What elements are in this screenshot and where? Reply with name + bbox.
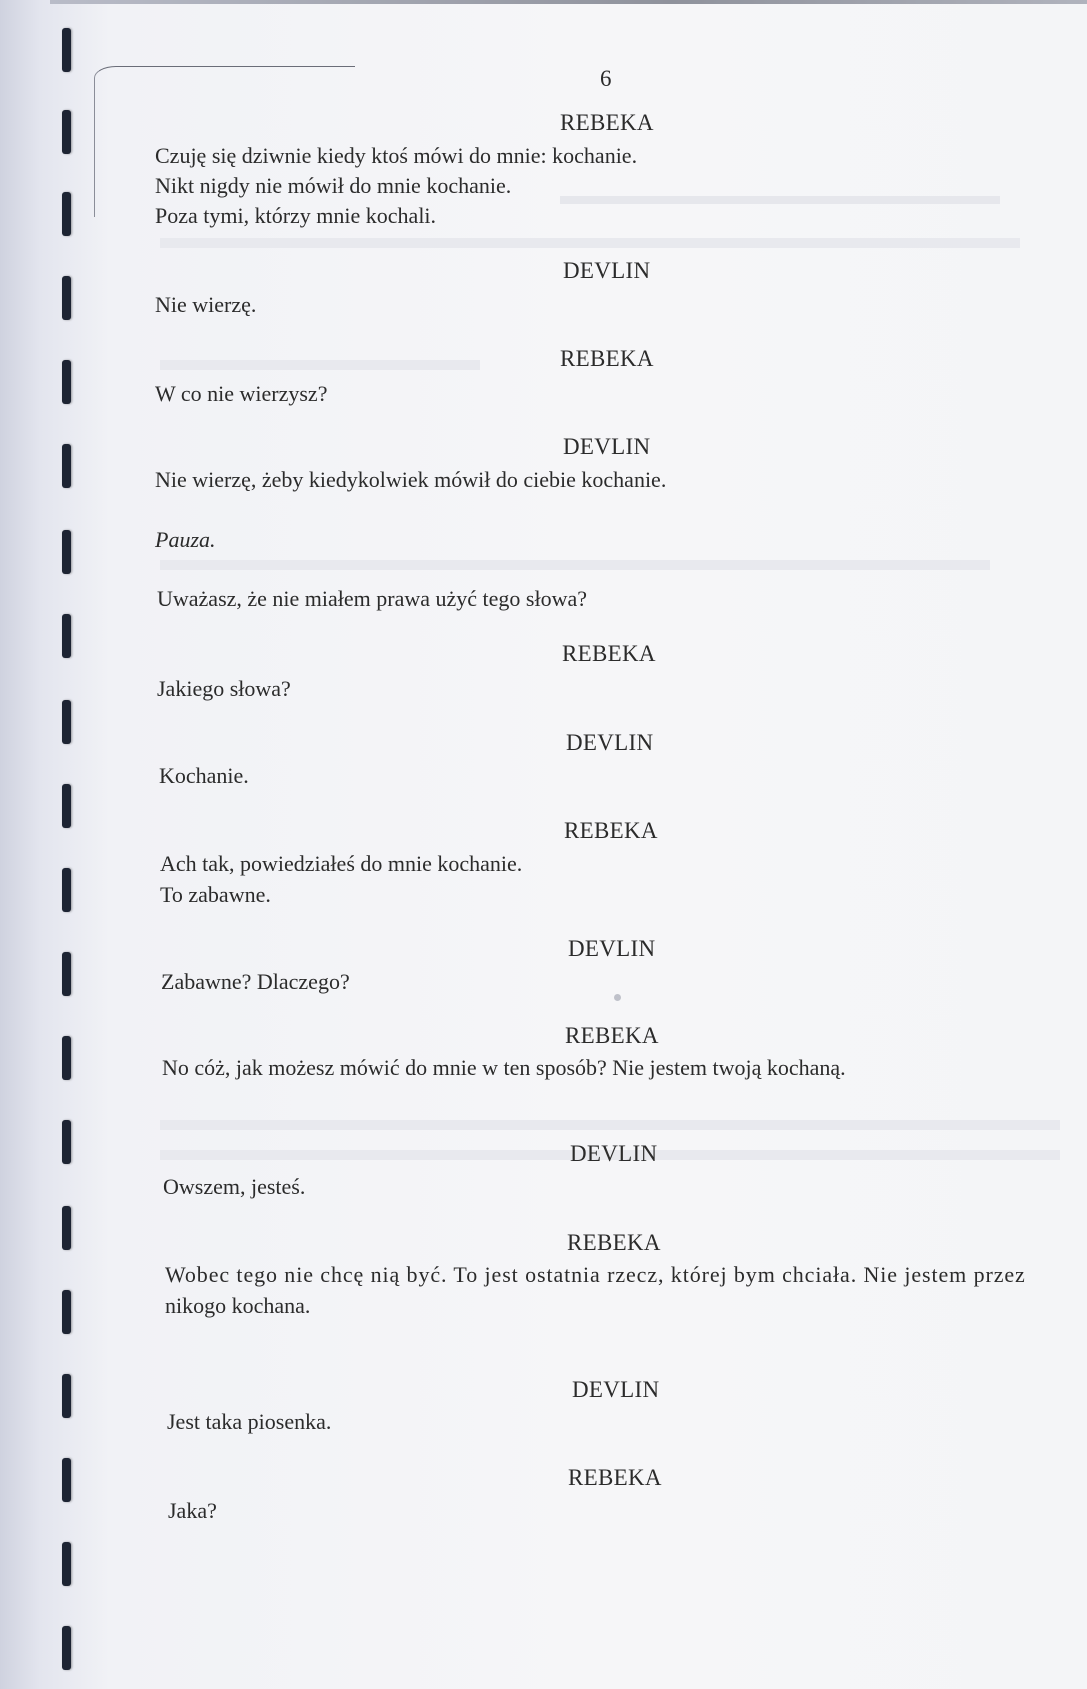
- dialogue-line: Czuję się dziwnie kiedy ktoś mówi do mnie: kochanie.: [155, 143, 638, 168]
- binding-ring: [62, 276, 71, 320]
- binding-ring: [62, 444, 71, 488]
- speaker-name: DEVLIN: [570, 1141, 658, 1166]
- speaker-name: REBEKA: [565, 1023, 659, 1048]
- bleed-through-mark: [160, 560, 990, 570]
- binding-ring: [62, 1542, 71, 1586]
- speaker-name: REBEKA: [562, 641, 656, 666]
- speaker-name: DEVLIN: [568, 936, 656, 961]
- dialogue-line: Kochanie.: [159, 763, 249, 788]
- bleed-through-mark: [160, 1120, 1060, 1130]
- binding-ring: [62, 192, 71, 236]
- binding-ring: [62, 1036, 71, 1080]
- page-number: 6: [600, 66, 612, 91]
- dialogue-line: Uważasz, że nie miałem prawa użyć tego słowa?: [157, 586, 588, 611]
- bleed-through-mark: [160, 360, 480, 370]
- speaker-name: DEVLIN: [563, 434, 651, 459]
- dialogue-line: Owszem, jesteś.: [163, 1174, 306, 1199]
- dialogue-line: Zabawne? Dlaczego?: [161, 969, 350, 994]
- binding-ring: [62, 1374, 71, 1418]
- dialogue-line: Jaka?: [168, 1498, 217, 1523]
- dialogue-line: Nie wierzę.: [155, 292, 257, 317]
- speck: [614, 994, 621, 1001]
- dialogue-line: Ach tak, powiedziałeś do mnie kochanie.: [160, 851, 523, 876]
- binding-ring: [62, 110, 71, 154]
- binding-ring: [62, 614, 71, 658]
- speaker-name: DEVLIN: [563, 258, 651, 283]
- binding-ring: [62, 1626, 71, 1670]
- dialogue-line: Poza tymi, którzy mnie kochali.: [155, 203, 437, 228]
- dialogue-line: Wobec tego nie chcę nią być. To jest ostatnia rzecz, której bym chciała. Nie jestem przez: [165, 1262, 1026, 1287]
- bleed-through-mark: [160, 238, 1020, 248]
- bleed-through-mark: [560, 196, 1000, 204]
- page-top-edge: [50, 0, 1087, 4]
- speaker-name: REBEKA: [568, 1465, 662, 1490]
- speaker-name: REBEKA: [560, 346, 654, 371]
- dialogue-line: No cóż, jak możesz mówić do mnie w ten sposób? Nie jestem twoją kochaną.: [162, 1055, 846, 1080]
- binding-ring: [62, 1458, 71, 1502]
- binding-ring: [62, 868, 71, 912]
- binding-ring: [62, 1120, 71, 1164]
- speaker-name: REBEKA: [567, 1230, 661, 1255]
- stage-direction: Pauza.: [155, 527, 216, 552]
- speaker-name: DEVLIN: [572, 1377, 660, 1402]
- binding-ring: [62, 700, 71, 744]
- dialogue-line: To zabawne.: [160, 882, 271, 907]
- binding-ring: [62, 1290, 71, 1334]
- speaker-name: REBEKA: [564, 818, 658, 843]
- dialogue-line: W co nie wierzysz?: [155, 381, 328, 406]
- binding-ring: [62, 530, 71, 574]
- dialogue-line: Jakiego słowa?: [157, 676, 291, 701]
- dialogue-line: Nikt nigdy nie mówił do mnie kochanie.: [155, 173, 512, 198]
- dialogue-line: Nie wierzę, żeby kiedykolwiek mówił do ciebie kochanie.: [155, 467, 667, 492]
- binding-ring: [62, 360, 71, 404]
- speaker-name: DEVLIN: [566, 730, 654, 755]
- binding-ring: [62, 952, 71, 996]
- dialogue-line: nikogo kochana.: [165, 1293, 311, 1318]
- dialogue-line: Jest taka piosenka.: [167, 1409, 332, 1434]
- binding-ring: [62, 28, 71, 72]
- binding-ring: [62, 1206, 71, 1250]
- binding-ring: [62, 784, 71, 828]
- speaker-name: REBEKA: [560, 110, 654, 135]
- spiral-binding: [58, 0, 76, 1689]
